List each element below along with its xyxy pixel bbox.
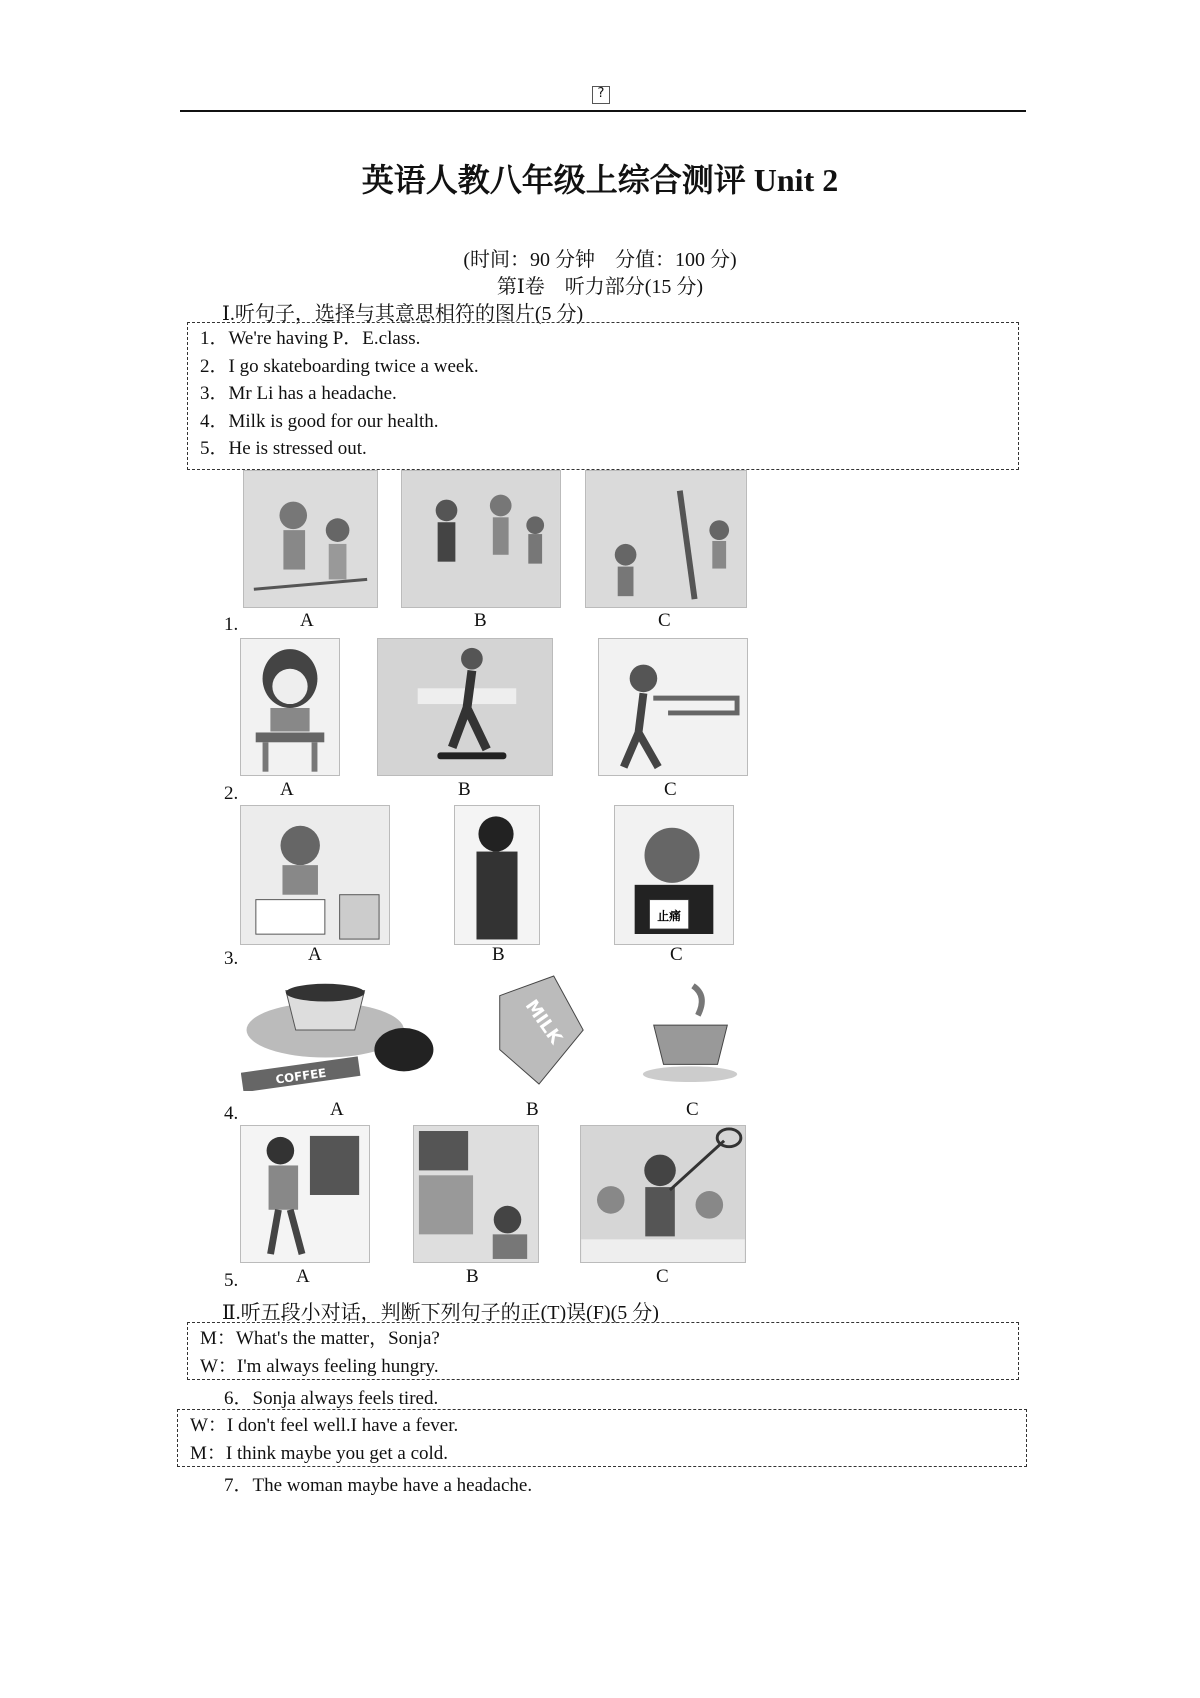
- row5-label-c: C: [656, 1266, 669, 1287]
- dialog2-line-1: W：I don't feel well.I have a fever.: [190, 1415, 459, 1436]
- row4-label-a: A: [330, 1099, 344, 1120]
- sentence-1: 1．We're having P．E.class.: [200, 328, 421, 349]
- row2-label-c: C: [664, 779, 677, 800]
- overloaded-student-icon: [240, 1125, 370, 1263]
- section2-heading: Ⅱ.听五段小对话，判断下列句子的正(T)误(F)(5 分): [222, 1302, 659, 1324]
- sentence-4: 4．Milk is good for our health.: [200, 410, 439, 432]
- row5-label-b: B: [466, 1266, 479, 1287]
- dialog2-box: [177, 1409, 1027, 1467]
- row3-label-c: C: [670, 944, 683, 965]
- row3-label-a: A: [308, 944, 322, 965]
- row5-number: 5.: [224, 1270, 239, 1291]
- coffee-cup-icon: [240, 970, 437, 1092]
- medicine-label: 止痛: [657, 909, 681, 924]
- section1-heading: Ⅰ.听句子，选择与其意思相符的图片(5 分): [222, 303, 584, 325]
- row1-label-b: B: [474, 610, 487, 631]
- row1-number: 1.: [224, 614, 239, 635]
- girl-at-desk-icon: [240, 638, 340, 776]
- row3-number: 3.: [224, 948, 239, 969]
- dialog1-line-2: W：I'm always feeling hungry.: [200, 1355, 439, 1377]
- dialog1-line-1: M：What's the matter，Sonja?: [200, 1328, 440, 1349]
- sentence-3: 3．Mr Li has a headache.: [200, 383, 397, 404]
- statement-6: 6．Sonja always feels tired.: [224, 1388, 439, 1409]
- headache-man-icon: [614, 805, 734, 945]
- playground-icon: [401, 470, 561, 608]
- sick-woman-icon: [240, 805, 390, 945]
- sentence-2: 2．I go skateboarding twice a week.: [200, 355, 479, 377]
- row2-label-a: A: [280, 779, 294, 800]
- trombone-player-icon: [598, 638, 748, 776]
- section1-sentence-box: [187, 322, 1019, 470]
- header-mark: ?: [592, 86, 610, 104]
- row3-label-b: B: [492, 944, 505, 965]
- milk-carton-icon: [484, 970, 594, 1092]
- row4-number: 4.: [224, 1103, 239, 1124]
- milk-label: MILK: [520, 996, 566, 1049]
- dialog1-box: [187, 1322, 1019, 1380]
- header-rule: [180, 110, 1026, 112]
- boy-with-net-icon: [580, 1125, 746, 1263]
- page-title: 英语人教八年级上综合测评 Unit 2: [361, 162, 839, 198]
- part-heading: 第Ⅰ卷 听力部分(15 分): [496, 276, 704, 298]
- row1-label-c: C: [658, 610, 671, 631]
- tea-cup-icon: [638, 970, 746, 1092]
- row4-label-b: B: [526, 1099, 539, 1120]
- school-activity-icon: [243, 470, 378, 608]
- row2-label-b: B: [458, 779, 471, 800]
- skateboarder-icon: [377, 638, 553, 776]
- statement-7: 7．The woman maybe have a headache.: [224, 1475, 533, 1496]
- dialog2-line-2: M：I think maybe you get a cold.: [190, 1442, 449, 1464]
- sentence-5: 5．He is stressed out.: [200, 438, 367, 459]
- park-icon: [585, 470, 747, 608]
- row5-label-a: A: [296, 1266, 310, 1287]
- stressed-man-icon: [454, 805, 540, 945]
- time-score: (时间：90 分钟 分值：100 分): [463, 249, 737, 271]
- row4-label-c: C: [686, 1099, 699, 1120]
- row2-number: 2.: [224, 783, 239, 804]
- row1-label-a: A: [300, 610, 314, 631]
- coffee-label: COFFEE: [274, 1065, 328, 1087]
- watching-tv-icon: [413, 1125, 539, 1263]
